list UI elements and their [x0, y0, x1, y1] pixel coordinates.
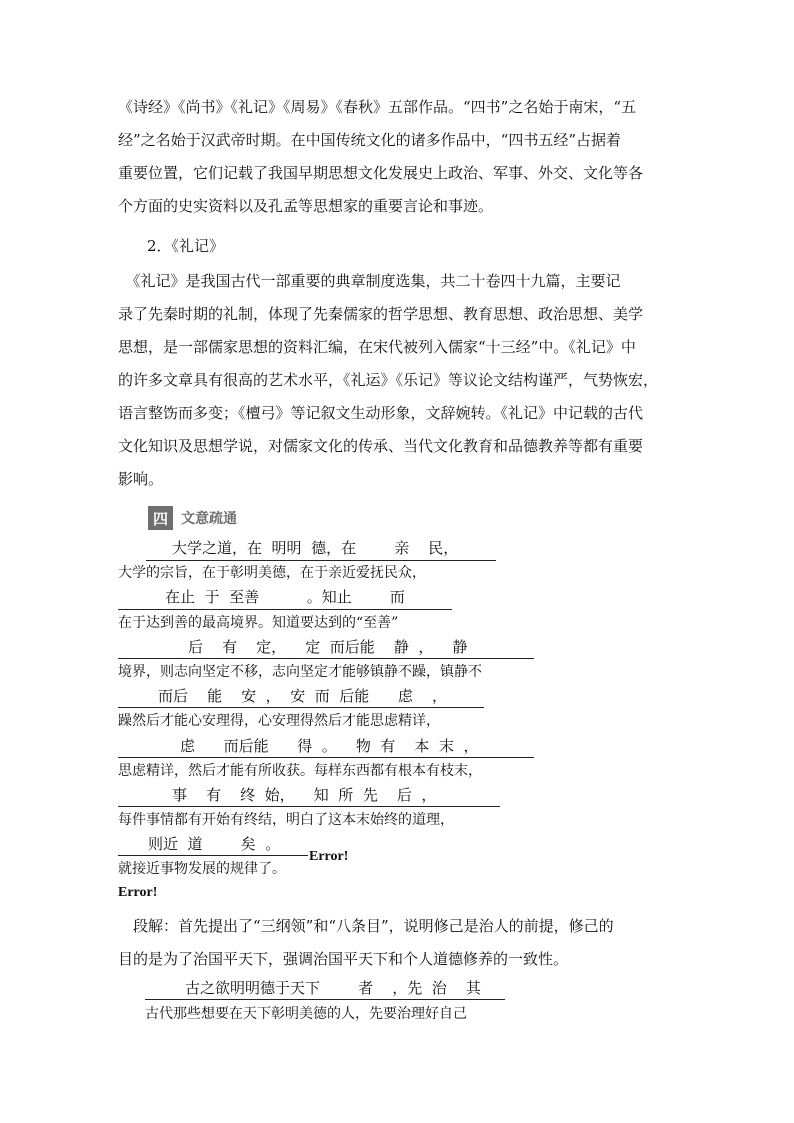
translation-line: 境界，则志向坚定不移，志向坚定才能够镇静不躁，镇静不: [118, 664, 482, 680]
liji-line: 的许多文章具有很高的艺术水平，《礼运》《乐记》等议论文结构谨严，气势恢宏，: [118, 371, 659, 389]
intro-paragraph: [118, 91, 678, 223]
divider: [118, 707, 484, 708]
original-line: 古之欲明明德于天下 者 ，先 治 其: [185, 979, 481, 997]
translation-line: 就接近事物发展的规律了。: [118, 861, 286, 877]
intro-line: 个方面的史实资料以及孔孟等思想家的重要言论和事迹。: [118, 197, 494, 215]
original-line: 而后 能 安 ， 安 而 后能 虑 ，: [158, 687, 447, 705]
liji-paragraph: [118, 265, 678, 496]
section-title: 文意疏通: [181, 511, 237, 527]
translation-line: 古代那些想要在天下彰明美德的人，先要治理好自己: [145, 1006, 467, 1022]
divider: [146, 560, 496, 561]
intro-line: 重要位置，它们记载了我国早期思想文化发展史上政治、军事、外交、文化等各: [118, 164, 644, 182]
liji-subtitle: 2．《礼记》: [147, 237, 225, 255]
intro-line: 《诗经》《尚书》《礼记》《周易》《春秋》五部作品。“四书”之名始于南宋，“五: [118, 98, 637, 116]
original-line: 大学之道，在 明明 德，在 亲 民，: [172, 539, 459, 557]
divider: [118, 855, 308, 856]
translation-line: 思虑精详，然后才能有所收获。每样东西都有根本有枝末，: [118, 763, 482, 779]
analysis-line: 段解：首先提出了“三纲领”和“八条目”，说明修己是治人的前提，修己的: [118, 917, 614, 935]
liji-line: 录了先秦时期的礼制，体现了先秦儒家的哲学思想、教育思想、政治思想、美学: [118, 305, 644, 323]
divider: [118, 609, 452, 610]
liji-line: 思想，是一部儒家思想的资料汇编，在宋代被列入儒家“十三经”中。《礼记》中: [118, 338, 636, 356]
error-text: Error!: [309, 849, 349, 864]
analysis-paragraph: [118, 910, 678, 976]
translation-line: 躁然后才能心安理得，心安理得然后才能思虑精详，: [118, 713, 440, 729]
original-line: 事 有 终 始， 知 所 先 后 ，: [172, 786, 437, 804]
error-text: Error!: [118, 885, 158, 900]
divider: [118, 658, 534, 659]
liji-line: 语言整饬而多变；《檀弓》等记叙文生动形象，文辞婉转。《礼记》中记载的古代: [118, 404, 644, 422]
original-line: 虑 而后能 得 。 物 有 本 末 ，: [180, 737, 479, 755]
original-line: 后 有 定， 定 而后能 静 ， 静: [188, 638, 468, 656]
intro-line: 经”之名始于汉武帝时期。在中国传统文化的诸多作品中，“四书五经”占据着: [118, 131, 622, 149]
divider: [145, 999, 505, 1000]
liji-line: 文化知识及思想学说，对儒家文化的传承、当代文化教育和品德教养等都有重要: [118, 437, 644, 455]
translation-line: 每件事情都有开始有终结，明白了这本末始终的道理，: [118, 812, 454, 828]
translation-line: 大学的宗旨，在于彰明美德，在于亲近爱抚民众，: [118, 565, 426, 581]
section-badge: 四: [148, 506, 173, 530]
divider: [118, 806, 500, 807]
liji-line: 《礼记》是我国古代一部重要的典章制度选集，共二十卷四十九篇，主要记: [118, 272, 621, 290]
original-line: 则近 道 矣 。: [148, 835, 281, 853]
liji-line: 影响。: [118, 470, 164, 488]
original-line: 在止 于 至善 。知止 而: [165, 588, 405, 606]
translation-line: 在于达到善的最高境界。知道要达到的“至善”: [118, 615, 399, 631]
section-heading: [148, 505, 237, 531]
analysis-line: 目的是为了治国平天下，强调治国平天下和个人道德修养的一致性。: [118, 950, 569, 968]
divider: [118, 757, 534, 758]
